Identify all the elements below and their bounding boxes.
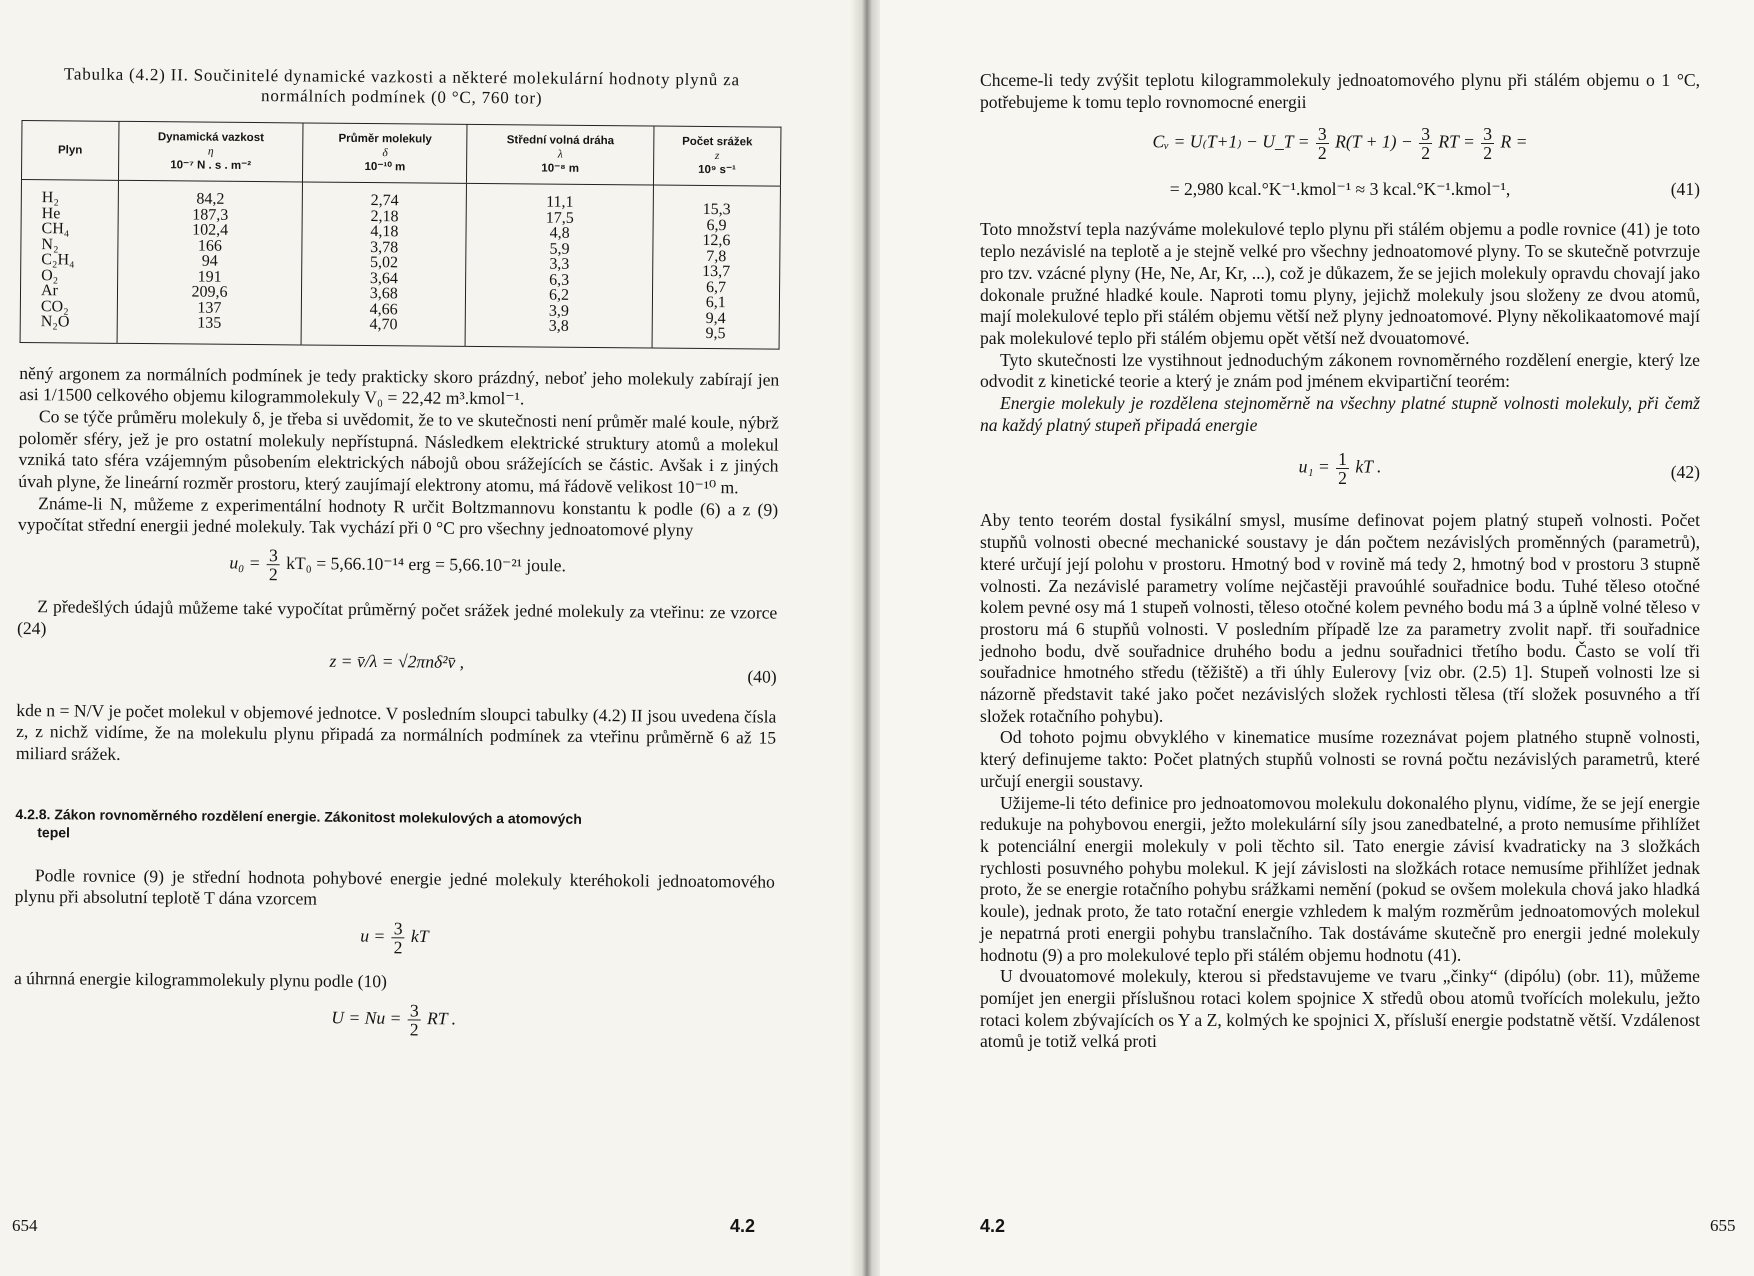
table-cell: O₂ (41, 266, 59, 284)
table-header-sym: z (714, 150, 720, 163)
gas-column (20, 179, 118, 342)
denominator: 2 (1338, 468, 1347, 489)
table-cell: CH₄ (41, 220, 70, 238)
denominator: 2 (1421, 143, 1430, 164)
equation-text: u₀ = (229, 552, 266, 573)
paragraph: Užijeme-li této definice pro jednoatomovou molekulu dokonalého plynu, vidíme, že se její energie redukuje na pohybovou energii, ježto molekulární síly jsou zanedbatelné, a proto nemusíme přihlížet k potenciální energii molekuly v poli těchto sil. Tato energie závisí kvadraticky na 3 složkách rychlosti posuvného pohybu molekul. K její závislosti na složkách rotace nemusíme přihlížet jednak proto, že se energie rotačního pohybu srážkami nemění (pokud se ovšem molekula chová jako hladká koule), jednak proto, že tato rotační energie vzhledem k malým rozměrům jednoatomových molekul je nepatrná proti energii pohybu translačního. Tak dostáváme skutečně pro energii jedné molekuly hodnotu (9) a pro molekulové teplo při stálém objemu hodnotu (41). (980, 792, 1700, 965)
table-header-title: Plyn (57, 144, 83, 157)
table-cell: 3,8 (548, 317, 569, 335)
table-cell: He (41, 204, 61, 222)
numerator: 3 (409, 1000, 419, 1021)
table-cell: 4,8 (549, 224, 570, 242)
table-header-title: Počet srážek (682, 135, 753, 149)
table-cell: 2,74 (370, 192, 399, 210)
section-mark: 4.2 (730, 1216, 756, 1236)
table-cell: 5,9 (549, 240, 570, 258)
table-header-unit: 10⁻⁷ N . s . m⁻² (170, 159, 252, 173)
gas-properties-table (20, 120, 782, 349)
table-cell: 94 (201, 252, 218, 270)
free-path-column (465, 183, 653, 347)
equation-U (13, 998, 773, 1049)
table-cell: 3,68 (369, 285, 398, 303)
table-header-cell (118, 121, 303, 182)
section-mark: 4.2 (980, 1216, 1006, 1236)
equation-text: = 2,980 kcal.°K⁻¹.kmol⁻¹ ≈ 3 kcal.°K⁻¹.kmol⁻¹, (1169, 179, 1511, 200)
table-header-sym: δ (382, 147, 388, 160)
table-caption-text: Tabulka (4.2) II. Součinitelé dynamické vazkosti a některé molekulární hodnoty plynů za normálních podmínek (0 °C, 760 tor) (63, 64, 740, 108)
table-cell: 191 (197, 268, 222, 286)
paragraph: Z předešlých údajů můžeme také vypočítat průměrný počet srážek jedné molekuly za vteřinu: ze vzorce (24) (16, 596, 778, 639)
paragraph: a úhrnná energie kilogrammolekuly plynu podle (10) (13, 968, 388, 992)
equation-text: U = Nu = (331, 1007, 406, 1028)
table-cell: 2,18 (370, 207, 399, 225)
paragraph: Chceme-li tedy zvýšit teplotu kilogrammolekuly jednoatomového plynu při stálém objemu o 1 °C, potřebujeme k tomu teplo rovnomocné energii (980, 70, 1700, 112)
table-header-cell (653, 126, 781, 186)
equation-number: (41) (1670, 179, 1700, 200)
equation-text: RT . (426, 1007, 457, 1029)
fraction (1336, 450, 1349, 487)
numerator: 3 (393, 918, 403, 939)
fraction (408, 1001, 421, 1038)
fraction (1481, 125, 1494, 162)
table-header-cell (467, 124, 654, 185)
left-page (0, 0, 866, 1276)
table-header-unit: 10⁻¹⁰ m (364, 160, 406, 174)
section-heading-line: 4.2.8. Zákon rovnoměrného rozdělení energie. Zákonitost molekulových a atomových (15, 805, 582, 827)
table-cell: 6,9 (706, 216, 727, 234)
equation-text: Cᵥ = U₍T+1₎ − U_T = (1152, 131, 1314, 152)
table-cell: 7,8 (706, 247, 727, 265)
equation-text: RT = (1438, 131, 1480, 152)
paragraph: U dvouatomové molekuly, kterou si představujeme ve tvaru „činky“ (dipólu) (obr. 11), můžeme pomíjet jen energii příslušnou rotaci kolem spojnice X středů obou atomů tvořících molekulu, ježto rotaci kolem zbývajících os Y a Z, kolmých ke spojnici X, přísluší energie podstatně větší. Vzdálenost atomů je totiž velká proti (980, 966, 1700, 1052)
table-header-title: Dynamická vazkost (157, 131, 265, 145)
paragraph: Toto množství tepla nazýváme molekulové teplo plynu při stálém objemu a podle rovnice (41) je toto teplo nezávislé na teplotě a je stejně velké pro všechny jednoatomové plyny. To se skutečně potvrzuje pro tzv. vzácné plyny (He, Ne, Ar, Kr, ...), což je důkazem, že se jejich molekuly opravdu chovají jako dokonale pružné hladké koule. Naproti tomu plyny, jejichž molekuly jsou složeny ze dvou atomů, mají molekulové teplo při stálém objemu větší než plyny jednoatomové. Plyny několikaatomové mají pak molekulové teplo při stálém objemu opět větší než dvouatomové. (980, 219, 1700, 348)
paragraph: Aby tento teorém dostal fysikální smysl, musíme definovat pojem platný stupeň volnosti. Počet stupňů volnosti obecné mechanické soustavy je dán počtem nezávislých proměnných (parametrů), které určují její polohu v prostoru. Hmotný bod v rovině má tedy 2, hmotný bod v prostoru 3 stupně volnosti. Za nezávislé parametry volíme nejčastěji pravoúhlé souřadnice bodu. Tuhé těleso otočné kolem pevné osy má 1 stupeň volnosti, těleso otočné kolem pevného bodu má 3 a úplně volné těleso v prostoru má 6 stupňů volnosti. V posledním případě lze za parametry zvolit např. tři souřadnice jednoho bodu, dvě souřadnice druhého bodu a jednu souřadnici třetího bodu. Často se volí tři souřadnice hmotného středu (těžiště) a tři úhly Eulerovy [viz obr. (2.5) 1]. Stupeň volnosti lze si názorně představit také jako počet nezávislých složek rychlosti tělesa (tří složek posuvného a tří složek rotačního pohybu). (980, 510, 1700, 726)
equation-u (14, 916, 774, 967)
paragraph: něný argonem za normálních podmínek je tedy prakticky skoro prázdný, neboť jeho molekuly zabírají jen asi 1/1500 celkového objemu kilogrammolekuly V₀ = 22,42 m³.kmol⁻¹. (19, 362, 780, 409)
table-cell: N₂O (40, 313, 70, 331)
equation-text: R(T + 1) − (1335, 131, 1418, 152)
table-header-title: Průměr molekuly (338, 132, 432, 146)
fraction (1316, 125, 1329, 162)
table-cell: 11,1 (546, 193, 574, 211)
numerator: 3 (1421, 124, 1430, 145)
numerator: 1 (1338, 449, 1347, 470)
table-header-title: Střední volná dráha (506, 134, 615, 148)
table-cell: 13,7 (702, 262, 731, 281)
table-cell: C₂H₄ (41, 251, 75, 269)
section-heading (15, 805, 775, 848)
table-header-sym: λ (557, 148, 563, 161)
fraction (267, 546, 280, 583)
table-cell: 5,02 (370, 254, 399, 272)
section-heading-line: tepel (37, 823, 71, 841)
diameter-column (301, 182, 466, 346)
table-cell: 135 (197, 314, 222, 332)
table-cell: 15,3 (702, 200, 731, 219)
equation-number: (40) (747, 665, 777, 687)
equation-text: u = (360, 925, 390, 946)
denominator: 2 (1483, 143, 1493, 164)
table-cell: 12,6 (702, 231, 731, 250)
equation-text: u₁ = (1298, 456, 1335, 477)
equation-42 (980, 450, 1700, 494)
equation-text: R = (1500, 131, 1528, 152)
numerator: 3 (1317, 124, 1327, 145)
table-header-row (21, 121, 780, 187)
table-cell: 6,2 (549, 286, 570, 304)
denominator: 2 (1317, 143, 1327, 164)
table-header-sym: η (207, 145, 214, 158)
fraction (1419, 125, 1432, 162)
denominator: 2 (393, 937, 403, 958)
page-number: 655 (1710, 1216, 1736, 1235)
paragraph: Energie molekuly je rozdělena stejnoměrně na všechny platné stupně volnosti molekuly, při čemž na každý platný stupeň připadá energie (980, 393, 1700, 435)
left-page-content (13, 64, 782, 1056)
equation-text: kT (410, 926, 429, 947)
table-header-cell (21, 121, 118, 181)
equation-text: z = v̄/λ = √2πnδ²v̄ , (329, 650, 465, 672)
right-page-content (980, 70, 1700, 1053)
table-cell: 9,5 (705, 324, 726, 343)
table-cell: 3,3 (549, 255, 570, 273)
equation-u0 (17, 544, 777, 595)
table-cell: 166 (197, 237, 223, 255)
table-cell: 102,4 (192, 221, 229, 239)
table-cell: 84,2 (196, 190, 225, 208)
paragraph: Známe-li N, můžeme z experimentální hodnoty R určit Boltzmannovu konstantu k podle (6) a z (9) vypočítat střední energii jedné molekuly. Tak vychází při 0 °C pro všechny jednoatomové plyny (17, 492, 779, 541)
page-number: 654 (12, 1216, 38, 1235)
equation-41-line2 (980, 179, 1700, 205)
equation-text: kT₀ = 5,66.10⁻¹⁴ erg = 5,66.10⁻²¹ joule. (286, 552, 566, 576)
fraction (392, 919, 405, 956)
viscosity-column (117, 180, 303, 344)
equation-40 (17, 648, 777, 699)
equation-text: kT . (1355, 456, 1382, 477)
table-cell: 137 (197, 299, 222, 317)
table-cell: 6,1 (705, 293, 726, 312)
table-cell: 187,3 (192, 205, 229, 224)
paragraph: Co se týče průměru molekuly δ, je třeba si uvědomit, že to ve skutečnosti není průměr malé koule, nýbrž poloměr sféry, jež je pro ostatní molekuly nepřístupná. Následkem elektrické struktury atomů a molekul vzniká tato sféra vzájemným působením elektrických nábojů obou srážejících se částic. Avšak i z jiných úvah plyne, že lineární rozměr prostoru, který zaujímají elektrony atomu, má řádově velikost 10⁻¹⁰ m. (18, 406, 779, 498)
table-cell: 4,18 (370, 223, 399, 241)
right-page (880, 0, 1754, 1276)
table-cell: 9,4 (705, 309, 726, 327)
equation-41 (980, 125, 1700, 171)
table-header-unit: 10⁹ s⁻¹ (698, 163, 736, 177)
table-cell: 3,9 (548, 302, 570, 320)
table-caption (22, 64, 782, 111)
table-cell: CO₂ (40, 297, 69, 315)
table-cell: 209,6 (191, 283, 228, 301)
denominator: 2 (409, 1019, 419, 1040)
table-cell: 3,78 (370, 238, 399, 256)
book-gutter (850, 0, 884, 1276)
table-cell: N₂ (41, 235, 59, 253)
table-cell: 6,7 (705, 278, 727, 296)
table-cell: 4,70 (369, 316, 398, 334)
table-body-row (20, 179, 780, 348)
table-header-unit: 10⁻⁸ m (541, 162, 580, 175)
equation-number: (42) (1670, 462, 1700, 483)
collisions-column (652, 185, 781, 349)
table-cell: 6,3 (549, 271, 570, 289)
paragraph: Podle rovnice (9) je střední hodnota pohybové energie jedné molekuly kteréhokoli jednoatomového plynu při absolutní teplotě T dána vzorcem (14, 864, 775, 909)
table-cell: 17,5 (545, 209, 574, 227)
numerator: 3 (268, 545, 278, 566)
numerator: 3 (1483, 124, 1493, 145)
paragraph: Od tohoto pojmu obvyklého v kinematice musíme rozeznávat pojem platného stupně volnosti, který definujeme takto: Počet platných stupňů volnosti se rovná počtu nezávislých parametrů, které určují energii soustavy. (980, 727, 1700, 791)
table-header-cell (303, 123, 468, 183)
table-cell: 4,66 (369, 300, 398, 318)
paragraph: Tyto skutečnosti lze vystihnout jednoduchým zákonem rovnoměrného rozdělení energie, který lze odvodit z kinetické teorie a který je znám pod jménem ekvipartiční teorém: (980, 349, 1700, 392)
table-cell: H₂ (41, 189, 60, 207)
table-cell: Ar (40, 282, 58, 300)
table-cell: 3,64 (369, 269, 399, 287)
paragraph: kde n = N/V je počet molekul v objemové jednotce. V posledním sloupci tabulky (4.2) II jsou uvedena čísla z, z nichž vidíme, že na molekulu plynu připadá za normálních podmínek za vteřinu průměrně 6 až 15 miliard srážek. (15, 699, 777, 764)
denominator: 2 (268, 564, 278, 585)
